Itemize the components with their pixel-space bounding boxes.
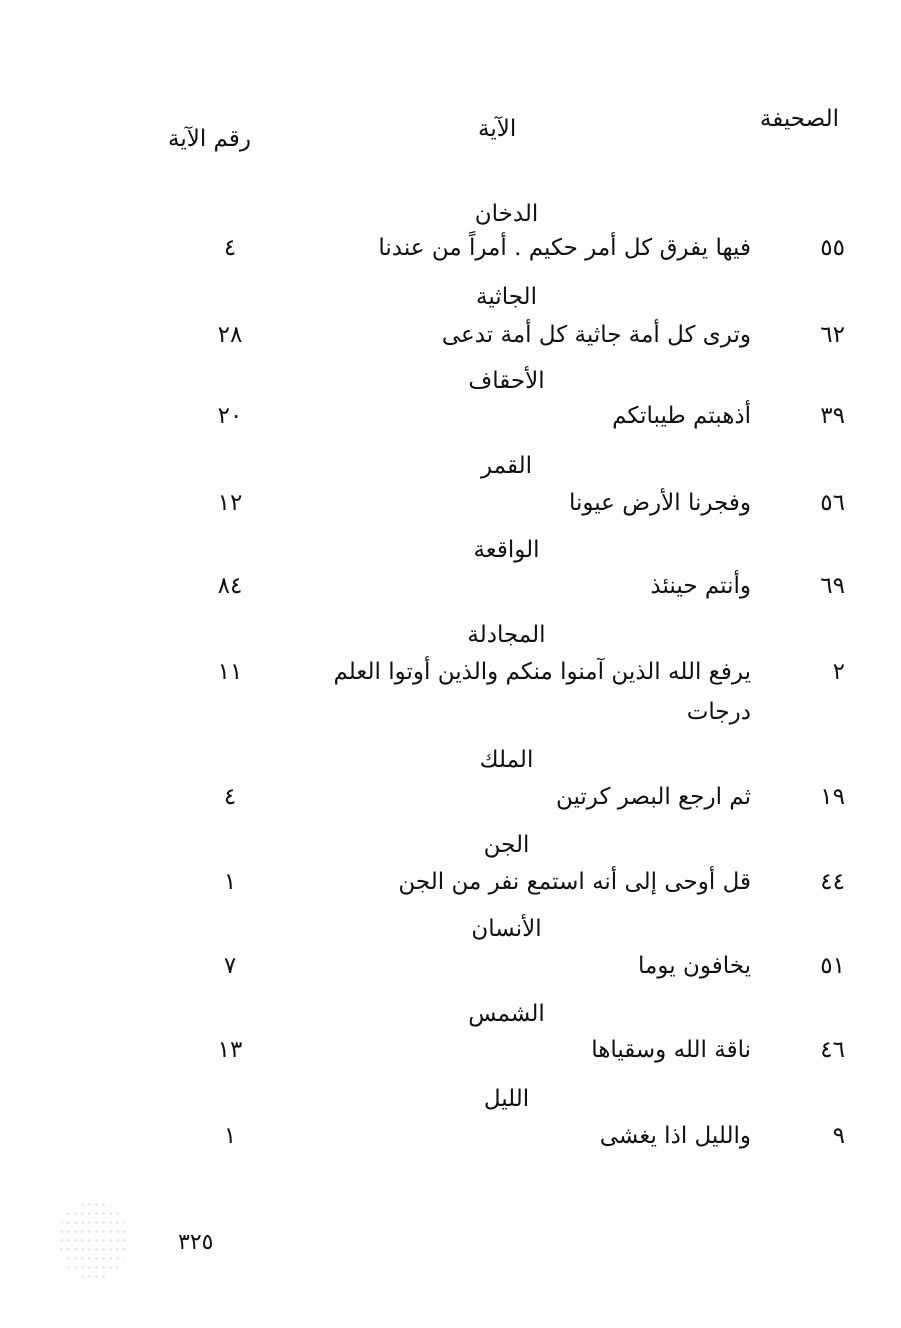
page-reference: ٣٩ <box>820 403 845 429</box>
surah-title: الشمس <box>468 1001 545 1027</box>
surah-title: المجادلة <box>467 622 546 648</box>
verse-text: وترى كل أمة جاثية كل أمة تدعى <box>441 322 751 348</box>
verse-text: وأنتم حينئذ <box>650 573 751 599</box>
page-reference: ١٩ <box>820 784 845 810</box>
ayah-number: ٧ <box>223 953 237 979</box>
surah-title: الأحقاف <box>468 368 545 394</box>
verse-text: والليل اذا يغشى <box>599 1123 751 1149</box>
page-number: ٣٢٥ <box>178 1230 214 1255</box>
ayah-number: ١ <box>223 869 237 895</box>
page-reference: ٢ <box>832 659 845 685</box>
verse-text: يرفع الله الذين آمنوا منكم والذين أوتوا العلم درجات <box>333 659 751 725</box>
page-column-header: الصحيفة <box>759 106 839 132</box>
page-reference: ٦٢ <box>820 322 845 348</box>
verse-text: يخافون يوما <box>638 953 751 979</box>
verse-column-header: الآية <box>478 116 517 142</box>
page-reference: ٤٦ <box>820 1037 845 1063</box>
ayah-number: ٤ <box>223 784 237 810</box>
page-reference: ٦٩ <box>820 573 845 599</box>
surah-title: الجاثية <box>476 284 537 310</box>
verse-text: أذهبتم طيباتكم <box>612 403 751 429</box>
surah-title: الواقعة <box>473 537 540 563</box>
surah-title: الدخان <box>474 201 539 227</box>
surah-title: القمر <box>480 453 533 479</box>
page-reference: ٩ <box>832 1123 845 1149</box>
page-reference: ٤٤ <box>820 869 845 895</box>
ayah-number: ٢٠ <box>217 403 243 429</box>
page-reference: ٥١ <box>820 953 845 979</box>
page-reference: ٥٥ <box>820 235 845 261</box>
ayah-number: ٢٨ <box>217 322 243 348</box>
surah-title: الملك <box>479 747 534 773</box>
verse-text: وفجرنا الأرض عيونا <box>568 490 751 516</box>
ayah-number: ١ <box>223 1123 237 1149</box>
scan-noise <box>58 1200 128 1280</box>
surah-title: الجن <box>483 832 530 858</box>
ayah-number: ٤ <box>223 235 237 261</box>
verse-text: ناقة الله وسقياها <box>591 1037 751 1063</box>
ayah-number: ٨٤ <box>217 573 243 599</box>
ayah-number: ١١ <box>217 659 243 685</box>
ayah-number-column-header: رقم الآية <box>168 126 251 152</box>
surah-title: الأنسان <box>471 916 542 942</box>
verse-text: فيها يفرق كل أمر حكيم . أمراً من عندنا <box>378 235 751 261</box>
verse-text: ثم ارجع البصر كرتين <box>555 784 751 810</box>
page-reference: ٥٦ <box>820 490 845 516</box>
ayah-number: ١٣ <box>217 1037 243 1063</box>
ayah-number: ١٢ <box>217 490 243 516</box>
surah-title: الليل <box>483 1086 530 1112</box>
verse-text: قل أوحى إلى أنه استمع نفر من الجن <box>398 869 751 895</box>
